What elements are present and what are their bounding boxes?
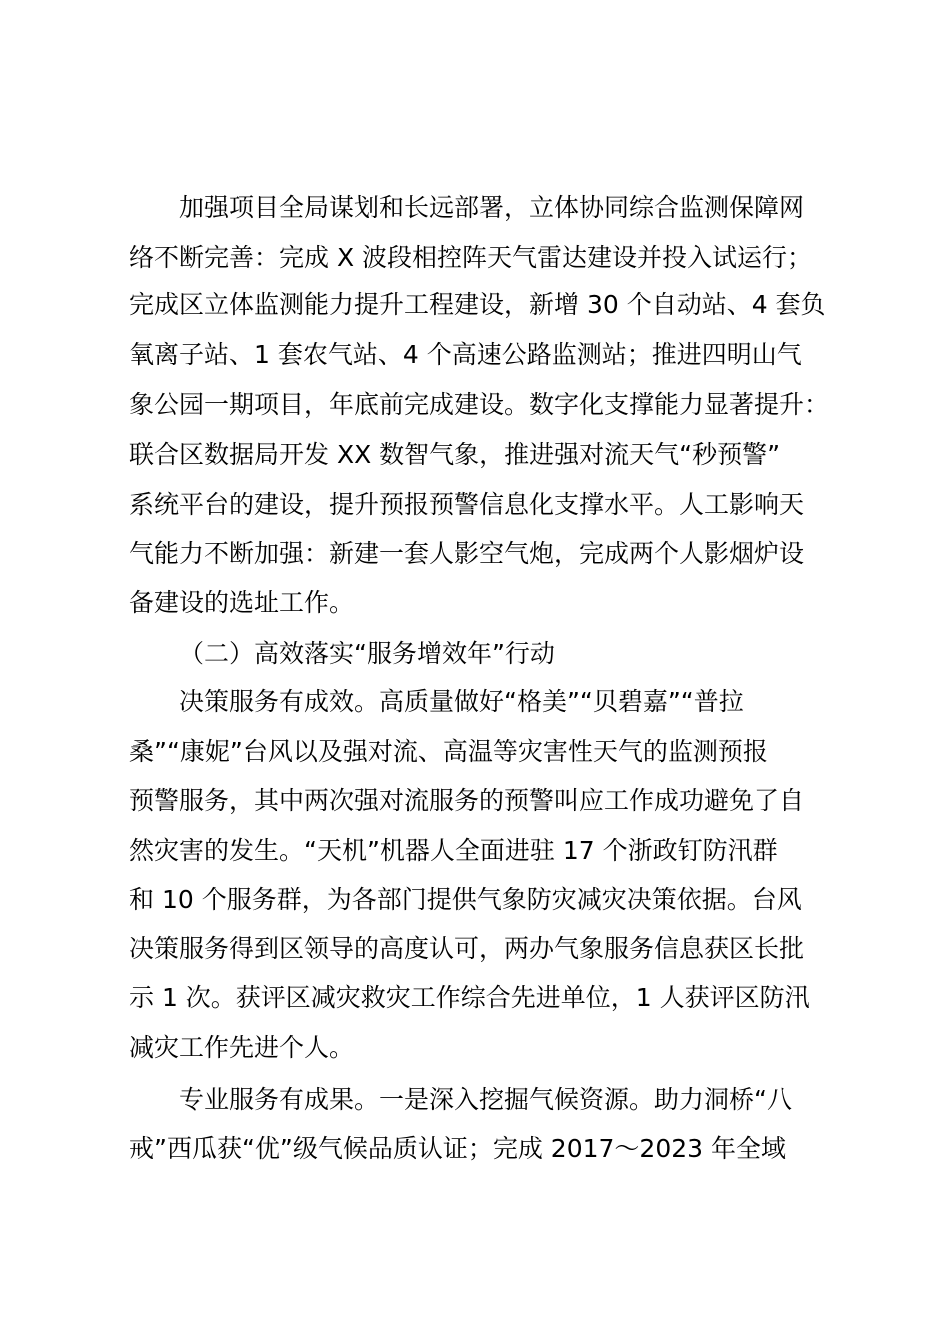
paragraph-1-line-2: 络不断完善：完成 X 波段相控阵天气雷达建设并投入试运行； bbox=[129, 243, 813, 272]
paragraph-1-line-8: 气能力不断加强：新建一套人影空气炮，完成两个人影烟炉设 bbox=[129, 539, 805, 568]
paragraph-2-line-1: 决策服务有成效。高质量做好“格美”“贝碧嘉”“普拉 bbox=[179, 687, 744, 716]
paragraph-2-line-3: 预警服务，其中两次强对流服务的预警叫应工作成功避免了自 bbox=[129, 786, 805, 815]
paragraph-3-line-1: 专业服务有成果。一是深入挖掘气候资源。助力洞桥“八 bbox=[179, 1085, 792, 1114]
paragraph-1-line-6: 联合区数据局开发 XX 数智气象，推进强对流天气“秒预警” bbox=[129, 440, 781, 469]
paragraph-2-line-7: 示 1 次。获评区减灾救灾工作综合先进单位，1 人获评区防汛 bbox=[129, 983, 810, 1012]
paragraph-2-line-4: 然灾害的发生。“天机”机器人全面进驻 17 个浙政钉防汛群 bbox=[129, 836, 778, 865]
paragraph-2-line-2: 桑”“康妮”台风以及强对流、高温等灾害性天气的监测预报 bbox=[129, 737, 768, 766]
paragraph-1-line-5: 象公园一期项目，年底前完成建设。数字化支撑能力显著提升： bbox=[129, 390, 830, 419]
paragraph-2-line-5: 和 10 个服务群，为各部门提供气象防灾减灾决策依据。台风 bbox=[129, 885, 802, 914]
paragraph-2-line-6: 决策服务得到区领导的高度认可，两办气象服务信息获区长批 bbox=[129, 934, 805, 963]
paragraph-1-line-9: 备建设的选址工作。 bbox=[129, 588, 355, 617]
section-heading: （二）高效落实“服务增效年”行动 bbox=[179, 639, 555, 668]
paragraph-2-line-8: 减灾工作先进个人。 bbox=[129, 1033, 355, 1062]
paragraph-1-line-4: 氧离子站、1 套农气站、4 个高速公路监测站；推进四明山气 bbox=[129, 340, 802, 369]
paragraph-1-line-7: 系统平台的建设，提升预报预警信息化支撑水平。人工影响天 bbox=[129, 490, 805, 519]
paragraph-1-line-1: 加强项目全局谋划和长远部署，立体协同综合监测保障网 bbox=[179, 193, 805, 222]
paragraph-1-line-3: 完成区立体监测能力提升工程建设，新增 30 个自动站、4 套负 bbox=[129, 290, 826, 319]
paragraph-3-line-2: 戒”西瓜获“优”级气候品质认证；完成 2017～2023 年全域 bbox=[129, 1134, 786, 1163]
